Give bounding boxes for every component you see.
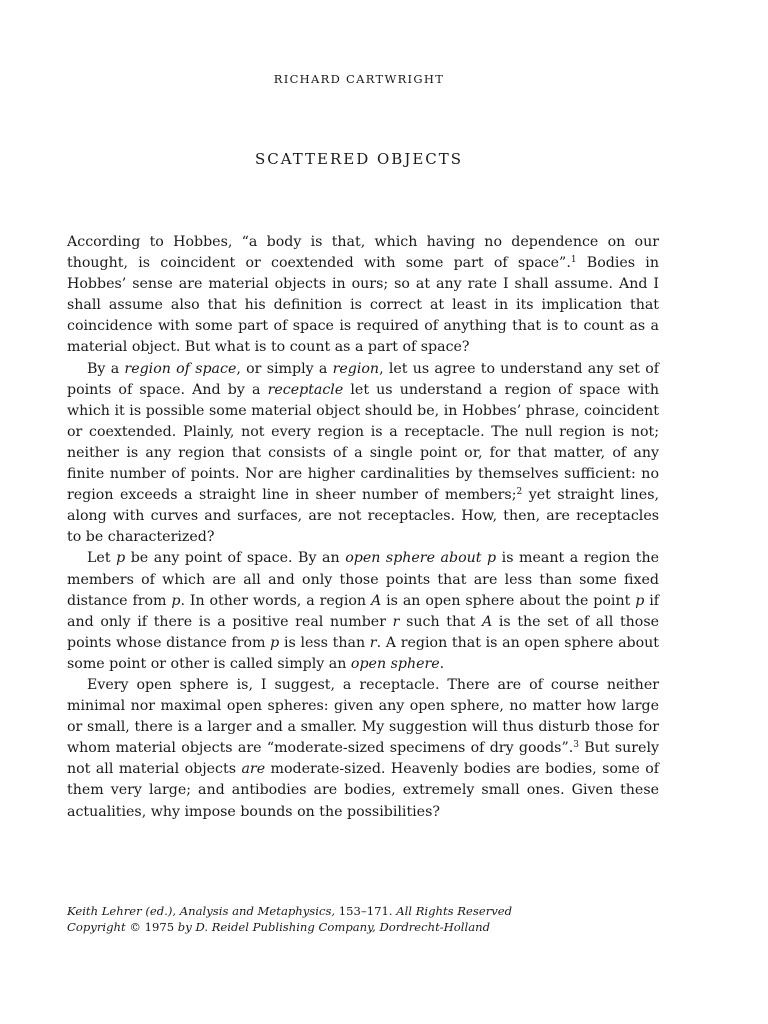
term-region-of-space: region of space: [124, 360, 237, 377]
footer-line-1: Keith Lehrer (ed.), Analysis and Metaphysics, 153–171. All Rights Reserved: [67, 904, 513, 918]
footnote-ref-2[interactable]: 2: [516, 487, 523, 498]
paragraph-2: By a region of space, or simply a region, let us agree to understand any set of points of space. And by a receptacle let us understand a region of space with which it is possible some material object should be, in Hobbes’ phrase, coincident or coextended. Plainly, not every region is a receptacle. The null region is not; neither is any region that consists of a single point or, for that matter, of any finite number of points. Nor are higher cardinalities by themselves sufficient: no region exceeds a straight line in sheer number of members;$^2$ yet straight lines, along with curves and surfaces, are not receptacles. How, then, are receptacles to be characterized?: [67, 360, 660, 546]
article-title: SCATTERED OBJECTS: [254, 150, 464, 168]
paragraph-4: Every open sphere is, I suggest, a receptacle. There are of course neither minimal nor maximal open spheres: given any open sphere, no matter how large or small, there is a larger and a smaller. My suggestion will thus disturb those for whom material objects are “moderate-sized specimens of dry goods”.$^3$ But surely not all material objects are moderate-sized. Heavenly bodies are bodies, some of them very large; and antibodies are bodies, extremely small ones. Given these actualities, why impose bounds on the possibilities?: [67, 676, 660, 820]
author-name: RICHARD CARTWRIGHT: [273, 72, 445, 86]
source-footer: [67, 903, 627, 935]
footnote-ref-3[interactable]: 3: [573, 740, 579, 751]
term-receptacle: receptacle: [267, 381, 344, 398]
paragraph-1: According to Hobbes, “a body is that, which having no dependence on our thought, is coincident or coextended with some part of space”.$^1$ Bodies in Hobbes’ sense are material objects in ours; so at any rate I shall assume. And I shall assume also that his definition is correct at least in its implication that coincidence with some part of space is required of anything that is to count as a material object. But what is to count as a part of space?: [67, 234, 659, 356]
article-body: [67, 232, 659, 823]
emphasis-are: are: [241, 761, 266, 778]
term-open-sphere-about-p: open sphere about p: [345, 550, 497, 567]
term-region: region: [332, 360, 380, 377]
term-open-sphere: open sphere: [350, 655, 440, 672]
footer-line-2: Copyright © 1975 by D. Reidel Publishing Company, Dordrecht-Holland: [67, 920, 490, 934]
footnote-ref-1[interactable]: 1: [570, 255, 577, 266]
paragraph-3: Let p be any point of space. By an open sphere about p is meant a region the members of which are all and only those points that are less than some fixed distance from p. In other words, a region A is an open sphere about the point p if and only if there is a positive real number r such that A is the set of all those points whose distance from p is less than r. A region that is an open sphere about some point or other is called simply an open sphere.: [67, 550, 660, 672]
